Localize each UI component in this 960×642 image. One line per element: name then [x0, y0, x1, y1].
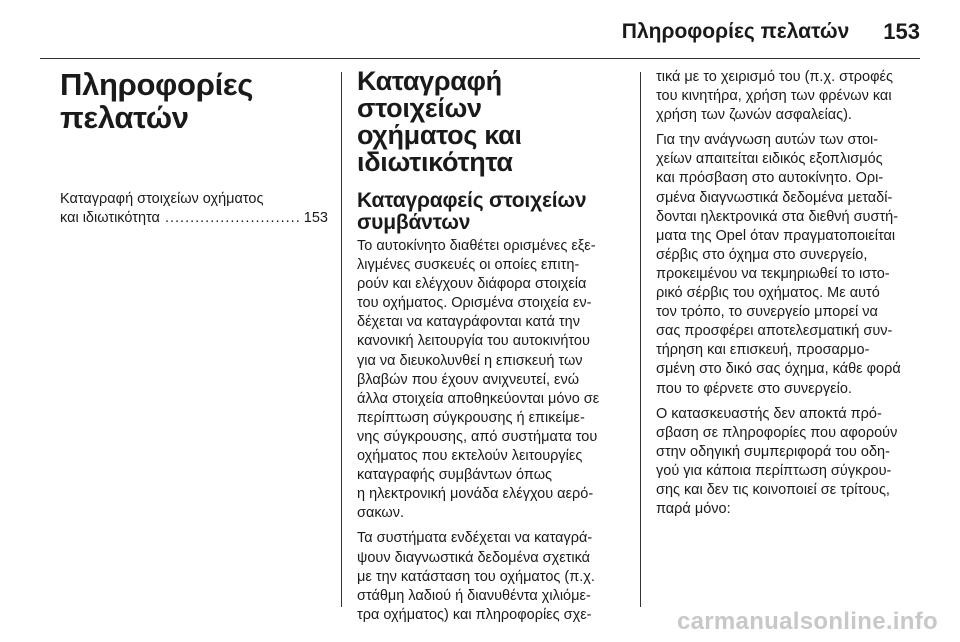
column-divider-right [640, 72, 641, 607]
toc-entry[interactable] [60, 190, 328, 228]
toc-entry-line1: Καταγραφή στοιχείων οχήματος [60, 191, 264, 207]
chapter-title: Πληροφορίες πελατών [60, 67, 254, 135]
body-paragraph: Ο κατασκευαστής δεν αποκτά πρό- σβαση σε πληροφορίες που αφορούν στην οδηγική συμπεριφορά του οδη- γού για κάποια περίπτωση σύγκρου- σης και δεν τις κοινοποιεί σε τρίτους, παρά μόνο: [656, 405, 898, 518]
subsection-title: Καταγραφείς στοιχείων συμβάντων [357, 189, 587, 234]
watermark: carmanualsonline.info [676, 608, 938, 635]
body-paragraph: Για την ανάγνωση αυτών των στοι- χείων απαιτείται ειδικός εξοπλισμός και πρόσβαση στο αυτοκίνητο. Ορι- σμένα διαγνωστικά δεδομένα μεταδί- δονται ηλεκτρονικά στα διεθνή συστή- ματα της Opel όταν πραγματοποιείται σέρβις στο όχημα στο συνεργείο, προκειμένου να τεκμηριωθεί το ιστο- ρικό σέρβις του οχήματος. Με αυτό τον τρόπο, το συνεργείο μπορεί να σας προσφέρει αποτελεσματική συν- τήρηση και επισκευή, προσαρμο- σμένη στο δικό σας όχημα, κάθε φορά που το φέρνετε στο συνεργείο. [656, 132, 901, 397]
toc-entry-page: 153 [303, 210, 328, 226]
toc-entry-line2-row [60, 209, 328, 228]
middle-column [357, 68, 631, 631]
section-title: Καταγραφή στοιχείων οχήματος και ιδιωτικότητα [357, 66, 522, 177]
running-header-section-name: Πληροφορίες πελατών [621, 20, 850, 43]
header-rule [40, 58, 920, 59]
page-number: 153 [883, 19, 920, 44]
body-paragraph: τικά με το χειρισμό του (π.χ. στροφές του κινητήρα, χρήση των φρένων και χρήση των ζωνών ασφαλείας). [656, 69, 893, 124]
table-of-contents [60, 190, 328, 228]
body-paragraph: Τα συστήματα ενδέχεται να καταγρά- ψουν διαγνωστικά δεδομένα σχετικά με την κατάσταση του οχήματος (π.χ. στάθμη λαδιού ή διανυθέντα χιλιόμε- τρα οχήματος) και πληροφορίες σχε- [357, 530, 595, 623]
column-divider-left [341, 72, 342, 607]
body-paragraph: Το αυτοκίνητο διαθέτει ορισμένες εξε- λιγμένες συσκευές οι οποίες επιτη- ρούν και ελέγχουν διάφορα στοιχεία του οχήματος. Ορισμένα στοιχεία εν- δέχεται να καταγράφονται κατά την κανονική λειτουργία του αυτοκινήτου για να διευκολυνθεί η επισκευή των βλαβών που έχουν ανιχνευτεί, ενώ άλλα στοιχεία αποθηκεύονται μόνο σε περίπτωση σύγκρουσης ή επικείμε- νης σύγκρουσης, από συστήματα του οχήματος που εκτελούν λειτουργίες καταγραφής συμβάντων όπως η ηλεκτρονική μονάδα ελέγχου αερό- σακων. [357, 238, 600, 522]
right-column [656, 68, 926, 525]
left-column [60, 68, 328, 228]
toc-leader-dots [160, 209, 302, 228]
toc-entry-line2: και ιδιωτικότητα [60, 210, 160, 226]
running-header [0, 14, 920, 50]
